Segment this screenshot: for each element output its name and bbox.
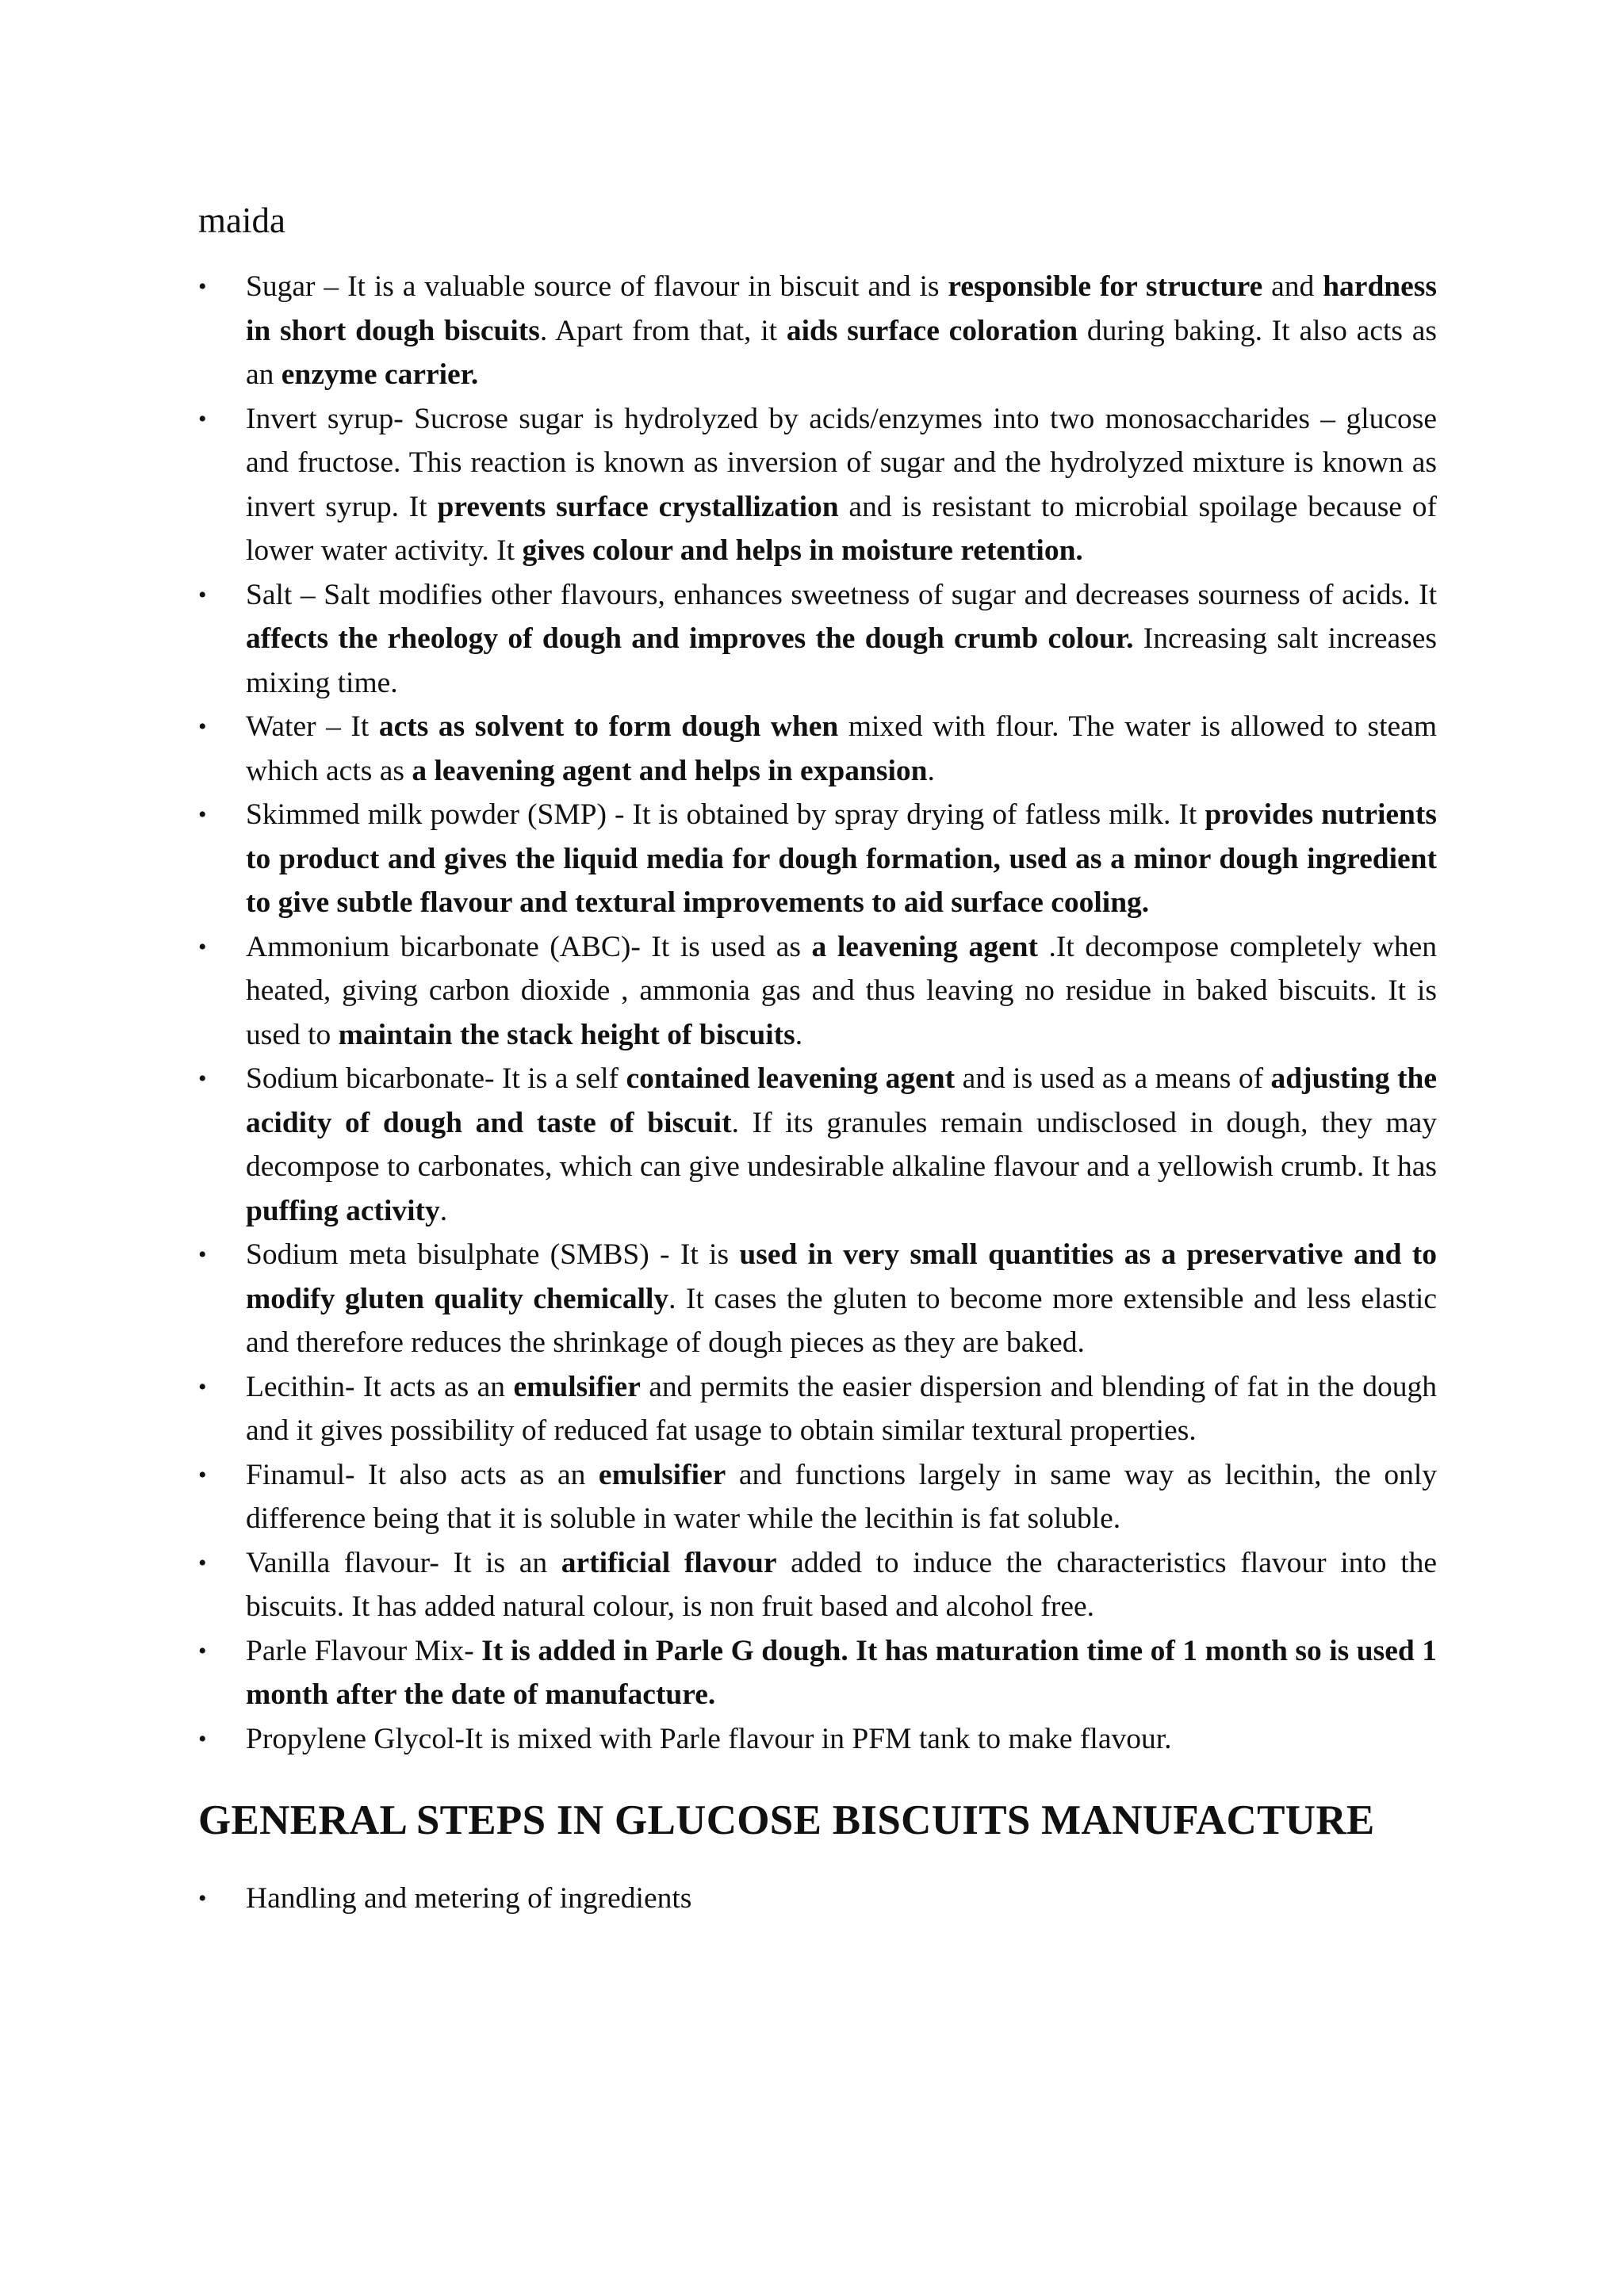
text: Salt – Salt modifies other flavours, enhances sweetness of sugar and decreases sourness of acids. It xyxy=(246,578,1437,611)
text: . If its granules remain undisclosed in dough, they may decompose to carbonates, which can give undesirable alkaline flavour and a yellowish crumb. It has xyxy=(246,1106,1437,1183)
step-item xyxy=(198,1877,1437,1921)
ingredient-item xyxy=(198,1233,1437,1365)
bold-text: provides nutrients to product and gives the liquid media for dough formation, used as a minor dough ingredient to give subtle flavour and textural improvements to aid surface cooling. xyxy=(246,798,1437,919)
text: Ammonium bicarbonate (ABC)- It is used as xyxy=(246,930,812,963)
bold-text: artificial flavour xyxy=(561,1546,777,1579)
bullet-icon: • xyxy=(198,1373,207,1400)
bold-text: hardness in short dough biscuits xyxy=(246,270,1437,347)
text: and permits the easier dispersion and blending of fat in the dough and it gives possibility of reduced fat usage to obtain similar textural properties. xyxy=(246,1370,1437,1447)
bold-text: maintain the stack height of biscuits xyxy=(338,1018,795,1051)
ingredient-item xyxy=(198,265,1437,397)
text: during baking. It also acts as an xyxy=(246,314,1437,391)
text: and is used as a means of xyxy=(955,1062,1271,1095)
bullet-icon: • xyxy=(198,933,207,960)
ingredient-item xyxy=(198,1541,1437,1629)
text: .It decompose completely when heated, giving carbon dioxide , ammonia gas and thus leaving no residue in baked biscuits. It is used to xyxy=(246,930,1438,1051)
ingredient-item xyxy=(198,1365,1437,1453)
bullet-icon: • xyxy=(198,1725,207,1752)
text: Finamul- It also acts as an xyxy=(246,1458,599,1491)
ingredient-item xyxy=(198,793,1437,925)
bullet-icon: • xyxy=(198,1637,207,1664)
bold-text: contained leavening agent xyxy=(626,1062,956,1095)
bullet-icon: • xyxy=(198,714,207,740)
text: Vanilla flavour- It is an xyxy=(246,1546,561,1579)
bullet-icon: • xyxy=(198,1066,207,1092)
text: Lecithin- It acts as an xyxy=(246,1370,514,1403)
text: . It cases the gluten to become more extensible and less elastic and therefore reduces the shrinkage of dough pieces as they are baked. xyxy=(246,1282,1437,1359)
bullet-icon: • xyxy=(198,1242,207,1268)
steps-list xyxy=(198,1877,1437,1921)
text: . Apart from that, it xyxy=(539,314,787,347)
text: and xyxy=(1262,270,1323,303)
text: Increasing salt increases mixing time. xyxy=(246,622,1437,699)
text: . xyxy=(927,754,935,787)
ingredients-list xyxy=(198,265,1437,1761)
text: and functions largely in same way as lecithin, the only difference being that it is soluble in water while the lecithin is fat soluble. xyxy=(246,1458,1437,1535)
text: and is resistant to microbial spoilage because of lower water activity. It xyxy=(246,490,1437,567)
bold-text: acts as solvent to form dough when xyxy=(378,710,839,743)
intro-text: maida xyxy=(198,201,285,240)
bold-text: emulsifier xyxy=(513,1370,641,1403)
text: Parle Flavour Mix- xyxy=(246,1634,482,1667)
step-text: Handling and metering of ingredients xyxy=(246,1882,692,1915)
text: . xyxy=(439,1194,448,1227)
bullet-icon: • xyxy=(198,1549,207,1576)
bullet-icon: • xyxy=(198,802,207,828)
bullet-icon: • xyxy=(198,274,207,300)
bold-text: prevents surface crystallization xyxy=(437,490,839,523)
text: added to induce the characteristics flavour into the biscuits. It has added natural colour, is non fruit based and alcohol free. xyxy=(246,1546,1438,1623)
text: Sugar – It is a valuable source of flavour in biscuit and is xyxy=(246,270,948,303)
bold-text: used in very small quantities as a preservative and to modify gluten quality chemically xyxy=(246,1238,1437,1315)
bold-text: aids surface coloration xyxy=(786,314,1078,347)
text: Propylene Glycol-It is mixed with Parle flavour in PFM tank to make flavour. xyxy=(246,1722,1172,1755)
bullet-icon: • xyxy=(198,1885,207,1911)
ingredient-item xyxy=(198,1629,1437,1717)
bullet-icon: • xyxy=(198,405,207,432)
text: . xyxy=(795,1018,803,1051)
bold-text: gives colour and helps in moisture retention. xyxy=(522,534,1083,567)
bold-text: a leavening agent and helps in expansion xyxy=(412,754,928,787)
text: Sodium meta bisulphate (SMBS) - It is xyxy=(246,1238,740,1271)
bold-text: emulsifier xyxy=(598,1458,726,1491)
ingredient-item xyxy=(198,705,1437,793)
bullet-icon: • xyxy=(198,581,207,608)
bullet-icon: • xyxy=(198,1461,207,1488)
text: mixed with flour. The water is allowed to steam which acts as xyxy=(246,710,1438,787)
ingredient-item xyxy=(198,1453,1437,1541)
ingredient-item xyxy=(198,397,1437,573)
ingredient-item xyxy=(198,573,1437,706)
text: Sodium bicarbonate- It is a self xyxy=(246,1062,626,1095)
bold-text: enzyme carrier. xyxy=(281,358,479,391)
text: Invert syrup- Sucrose sugar is hydrolyzed by acids/enzymes into two monosaccharides – glucose and fructose. This reaction is known as inversion of sugar and the hydrolyzed mixture is known as invert syrup. It xyxy=(246,402,1437,523)
text: Water – It xyxy=(246,710,379,743)
bold-text: responsible for structure xyxy=(948,270,1263,303)
bold-text: puffing activity xyxy=(246,1194,440,1227)
text: Skimmed milk powder (SMP) - It is obtained by spray drying of fatless milk. It xyxy=(246,798,1205,831)
ingredient-item xyxy=(198,1717,1437,1762)
bold-text: adjusting the acidity of dough and taste of biscuit xyxy=(246,1062,1437,1139)
bold-text: It is added in Parle G dough. It has maturation time of 1 month so is used 1 month after the date of manufacture. xyxy=(246,1634,1437,1711)
section-heading: GENERAL STEPS IN GLUCOSE BISCUITS MANUFACTURE xyxy=(198,1797,1375,1843)
page-content xyxy=(198,197,1437,1921)
ingredient-item xyxy=(198,925,1437,1058)
bold-text: affects the rheology of dough and improves the dough crumb colour. xyxy=(246,622,1134,655)
ingredient-item xyxy=(198,1057,1437,1233)
bold-text: a leavening agent xyxy=(811,930,1038,963)
